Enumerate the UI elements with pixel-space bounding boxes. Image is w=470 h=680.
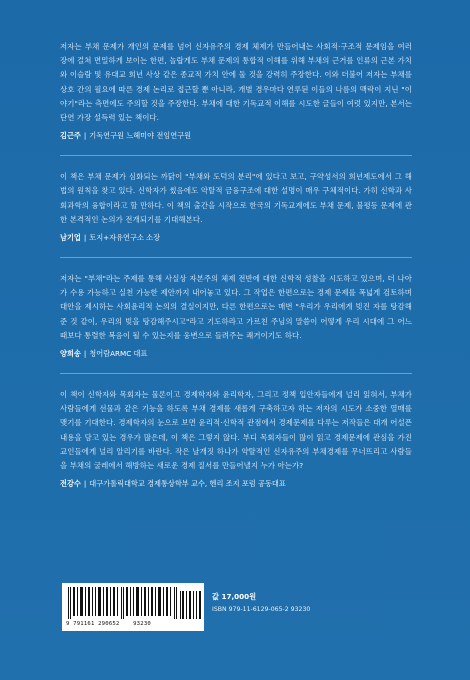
author-name: 양희송: [60, 349, 81, 359]
barcode-addon-number: 93230: [133, 621, 151, 627]
endorsement-quote: 이 책은 부채 문제가 심화되는 까닭이 "부채와 도덕의 분리"에 있다고 보고, 구약성서의 희년제도에서 그 해법의 원칙을 찾고 있다. 신학자가 썼음에도 악탈적 금융구조에 대한 설명이 매우 구체적이다. 가히 신학과 사회과학의 융합이라고 할 만하다. 이 책의 출간을 시작으로 한국의 기독교계에도 부채 문제, 불평등 문제에 관한 본격적인 논의가 전개되기를 기대해본다.: [60, 172, 412, 224]
author-role: 토지+자유연구소 소장: [89, 233, 161, 243]
endorsement: [60, 170, 412, 243]
endorsement-quote: 저자는 부채 문제가 개인의 문제를 넘어 신자유주의 경제 체제가 만들어내는 사회적·구조적 문제임을 여러 장에 걸쳐 면밀하게 보이는 한편, 놀랍게도 부채 문제의 통합적 이해를 위해 부채의 근거를 인류의 근본 가치와 이슬람 및 유대교 희년 사상 같은 종교적 가치 안에 둘 것을 강력히 주장한다. 이와 더불어 저자는 부채를 상호 간의 필요에 따른 경제 논리로 접근할 뿐 아니라, 개별 경우마다 연루된 이들의 나름의 맥락이 지닌 "이야기"라는 측면에도 주의할 것을 주장한다. 부채에 대한 기독교적 이해를 시도한 글들이 여럿 있지만, 본서는 단연 가장 설득력 있는 책이다.: [60, 42, 412, 123]
author-name: 김근주: [60, 131, 81, 141]
endorsement-author: [60, 233, 412, 243]
author-role: 기독연구원 느헤미야 전임연구원: [89, 131, 192, 141]
endorsement-author: [60, 479, 412, 489]
endorsement-quote: 이 책이 신학자와 목회자는 물론이고 경제학자와 윤리학자, 그리고 정책 입안자들에게 널리 읽혀서, 부채가 사람들에게 선물과 같은 기능을 하도록 부채 경제를 새롭게 구축하고자 하는 저자의 시도가 소중한 열매를 맺기를 기대한다. 경제학자의 눈으로 보면 윤리적·신학적 관점에서 경제문제를 다루는 저작들은 대개 어설픈 내용을 담고 있는 경우가 많은데, 이 책은 그렇지 않다. 부디 목회자들이 많이 읽고 경제문제에 관심을 가진 교인들에게 널리 알리기를 바란다. 작은 날개짓 하나가 약탈적인 신자유주의 부채경제를 무너뜨리고 사람들을 부채의 굴레에서 해방하는 새로운 경제 질서를 만들어낼지 누가 아는가?: [60, 390, 412, 471]
author-role: 대구가톨릭대학교 경제통상학부 교수, 헨리 조지 포럼 공동대표: [89, 479, 286, 489]
divider: [60, 155, 412, 156]
author-separator: |: [83, 131, 87, 141]
isbn-number: ISBN 979-11-6129-065-2 93230: [212, 606, 311, 613]
divider: [60, 257, 412, 258]
endorsement-author: [60, 349, 412, 359]
author-name: 남기업: [60, 233, 81, 243]
endorsement: [60, 272, 412, 359]
price-info: [212, 592, 412, 613]
barcode-bars: [68, 587, 178, 619]
author-role: 청어람ARMC 대표: [89, 349, 148, 359]
endorsements: [60, 40, 412, 503]
author-separator: |: [83, 233, 87, 243]
isbn-barcode: [62, 583, 204, 631]
endorsement-author: [60, 131, 412, 141]
endorsement: [60, 388, 412, 489]
author-name: 전강수: [60, 479, 81, 489]
author-separator: |: [83, 479, 87, 489]
barcode-number: 9 791161 290652: [66, 621, 120, 627]
author-separator: |: [83, 349, 87, 359]
endorsement-quote: 저자는 "부채"라는 주제를 통해 사실상 자본주의 체제 전반에 대한 신학적 성찰을 시도하고 있으며, 더 나아가 수용 가능하고 실천 가능한 제안까지 내어놓고 있다. 그 작업은 한편으로는 경제 문제를 폭넓게 검토하며 대안을 제시하는 사회윤리적 논의의 결실이지만, 다른 한편으로는 매번 "우리가 우리에게 빚진 자를 탕감해준 것 같이, 우리의 빚을 탕감해주시고"라고 기도하라고 가르친 주님의 말씀이 어떻게 우리 시대에 그 어느 때보다 통렬한 복음이 될 수 있는지를 웅변으로 들려주는 쾌거이기도 하다.: [60, 274, 412, 340]
divider: [60, 373, 412, 374]
price: 값 17,000원: [212, 592, 257, 601]
barcode-digits: [66, 621, 151, 627]
barcode-addon-bars: [180, 587, 202, 619]
endorsement: [60, 40, 412, 141]
